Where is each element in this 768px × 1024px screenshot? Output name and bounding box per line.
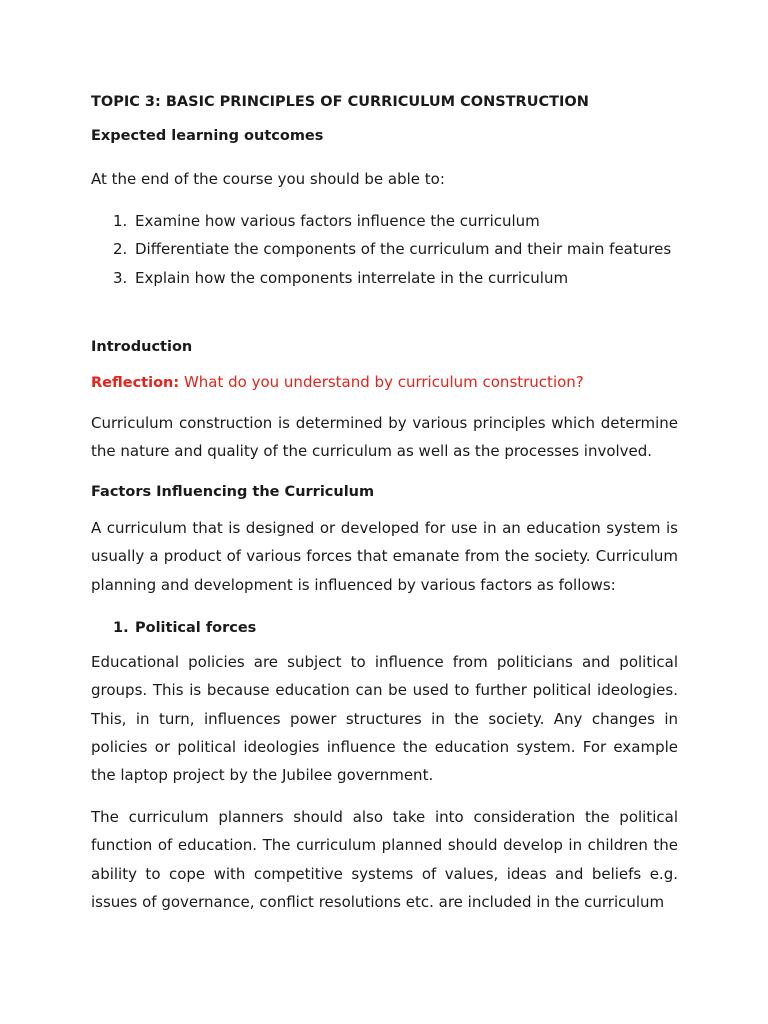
reflection-question: What do you understand by curriculum construction?: [183, 373, 584, 391]
political-heading-text: Political forces: [135, 620, 257, 636]
introduction-heading: Introduction: [91, 339, 193, 355]
political-number: 1.: [113, 620, 129, 636]
political-paragraph-2: The curriculum planners should also take into consideration the political function of education. The curriculum planned should develop in children the ability to cope with competitive systems of values, ideas and beliefs e.g. issues of governance, conflict resolutions etc. are included in the curriculum: [91, 808, 678, 911]
factors-paragraph: A curriculum that is designed or developed for use in an education system is usually a product of various forces that emanate from the society. Curriculum planning and development is influenced by various factors as follows:: [91, 519, 678, 594]
outcome-number: 1.: [113, 212, 128, 230]
outcome-text: Examine how various factors influence the curriculum: [135, 212, 540, 230]
political-forces-heading: [113, 618, 256, 636]
outcomes-heading: Expected learning outcomes: [91, 128, 324, 144]
factors-heading: Factors Influencing the Curriculum: [91, 484, 375, 500]
outcomes-intro: At the end of the course you should be able to:: [91, 170, 445, 188]
outcome-item: [113, 269, 568, 287]
outcome-item: [113, 212, 540, 230]
outcome-text: Differentiate the components of the curriculum and their main features: [135, 240, 672, 258]
outcome-item: [113, 240, 671, 258]
topic-title: TOPIC 3: BASIC PRINCIPLES OF CURRICULUM CONSTRUCTION: [91, 94, 589, 110]
outcome-text: Explain how the components interrelate in the curriculum: [135, 269, 569, 287]
intro-paragraph: Curriculum construction is determined by various principles which determine the nature and quality of the curriculum as well as the processes involved.: [91, 414, 678, 461]
reflection-line: [91, 373, 678, 391]
reflection-label: Reflection:: [91, 375, 180, 391]
political-paragraph-1: Educational policies are subject to influence from politicians and political groups. This is because education can be used to further political ideologies. This, in turn, influences power structures in the society. Any changes in policies or political ideologies influence the education system. For example the laptop project by the Jubilee government.: [91, 653, 678, 785]
outcome-number: 2.: [113, 240, 128, 258]
outcome-number: 3.: [113, 269, 128, 287]
